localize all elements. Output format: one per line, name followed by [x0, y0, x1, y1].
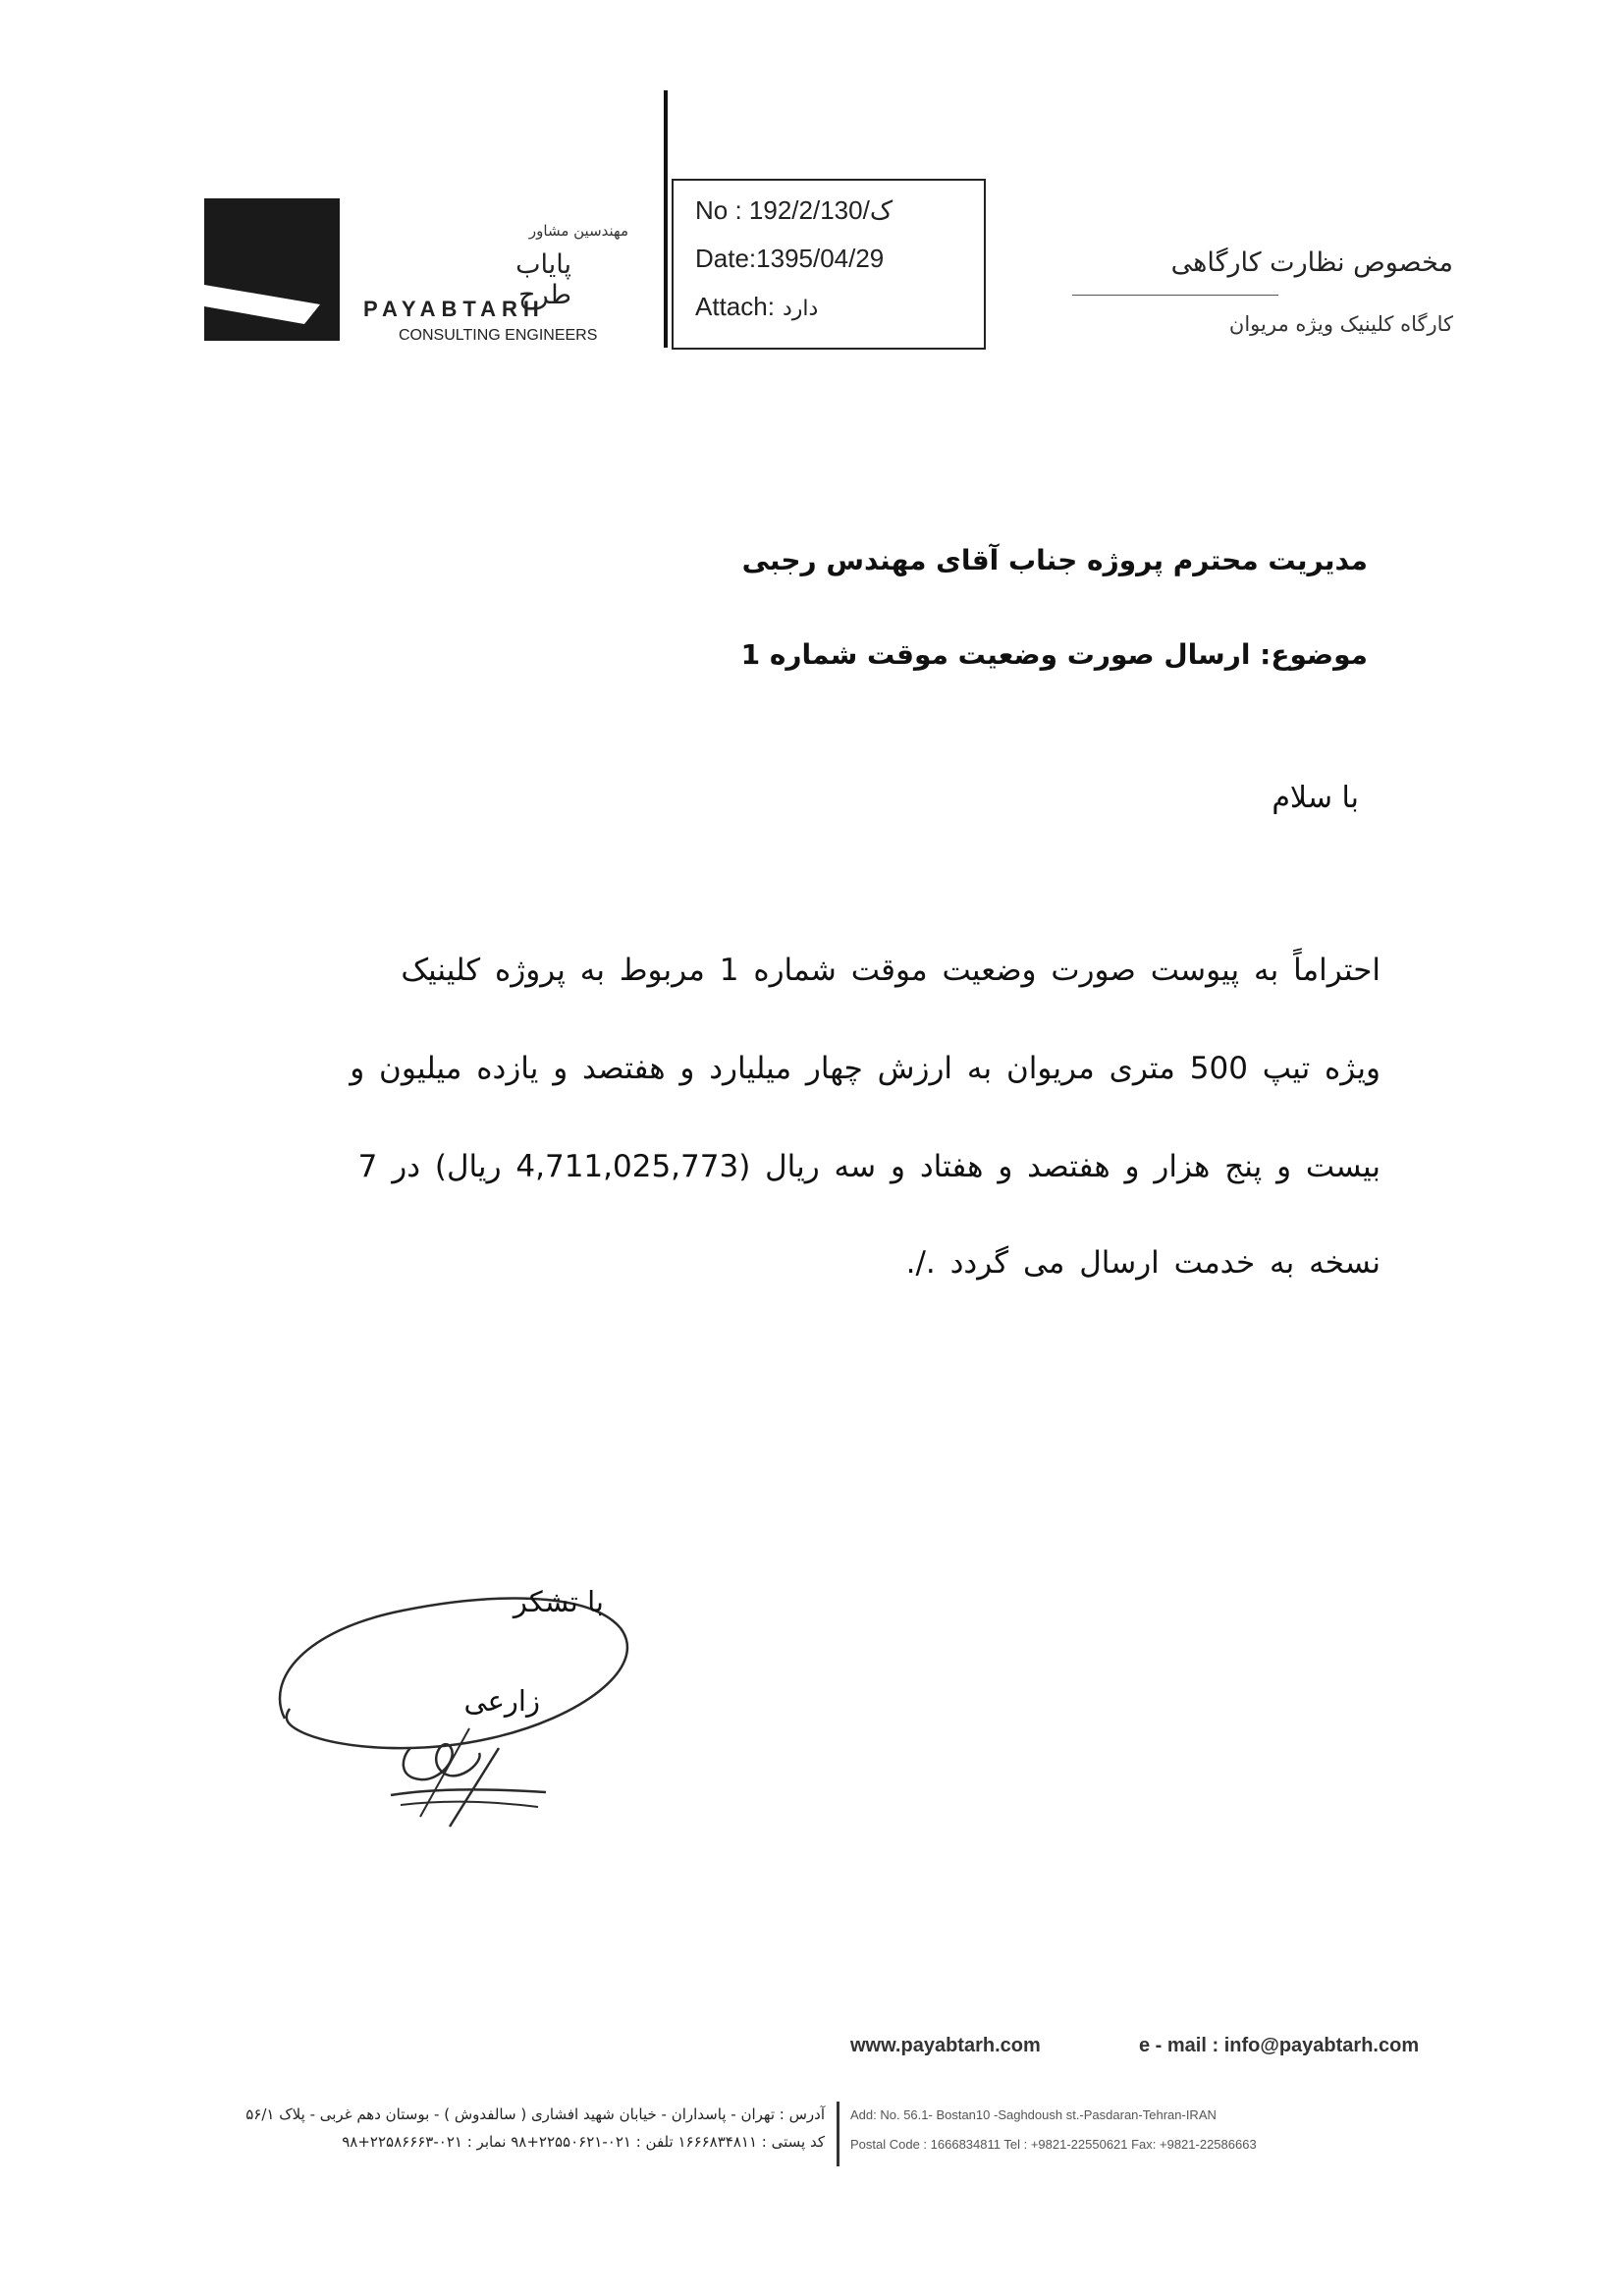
signer-name: زارعی — [463, 1684, 540, 1718]
footer-divider — [837, 2102, 839, 2166]
closing: با تشکر — [513, 1585, 604, 1618]
footer-address-en: Add: No. 56.1- Bostan10 -Saghdoush st.-Pasdaran-Tehran-IRAN — [850, 2107, 1217, 2122]
site-project-label: کارگاه کلینیک ویژه مریوان — [1228, 312, 1453, 336]
logo-stripe-icon — [204, 198, 340, 341]
body-line: ویژه تیپ 500 متری مریوان به ارزش چهار میلیارد و هفتصد و یازده میلیون و — [350, 1051, 1380, 1086]
body-line: بیست و پنج هزار و هفتصد و هفتاد و سه ریال (4,711,025,773 ریال) در 7 — [357, 1149, 1380, 1184]
attach-label: Attach: — [695, 292, 775, 321]
footer-address-fa: آدرس : تهران - پاسداران - خیابان شهید افشاری ( سالفدوش ) - بوستان دهم غربی - پلاک ۵۶/۱ — [245, 2105, 825, 2123]
reference-box — [672, 179, 986, 350]
logo-en-name: PAYABTARH — [363, 297, 545, 321]
reference-attach — [695, 292, 818, 322]
subject: موضوع: ارسال صورت وضعیت موقت شماره 1 — [740, 638, 1368, 671]
reference-number: No : 192/2/ک/130 — [695, 195, 893, 225]
reference-date: Date:1395/04/29 — [695, 244, 885, 273]
logo-fa-subtitle: مهندسین مشاور — [528, 222, 628, 240]
greeting: با سلام — [1272, 781, 1359, 815]
footer-website: www.payabtarh.com — [850, 2035, 1041, 2056]
header-divider — [664, 90, 668, 348]
footer-email: e - mail : info@payabtarh.com — [1139, 2035, 1420, 2056]
footer-contact-en: Postal Code : 1666834811 Tel : +9821-22550621 Fax: +9821-22586663 — [850, 2137, 1257, 2152]
site-supervision-label: مخصوص نظارت کارگاهی — [1170, 247, 1453, 278]
attach-value: دارد — [782, 297, 819, 321]
recipient: مدیریت محترم پروژه جناب آقای مهندس رجبی — [741, 544, 1368, 576]
logo-fa-name: پایاب طرح — [515, 249, 571, 310]
logo-en-subtitle: CONSULTING ENGINEERS — [399, 327, 598, 344]
footer-contact-fa: کد پستی : ۱۶۶۶۸۳۴۸۱۱ تلفن : ۰۲۱-۲۲۵۵۰۶۲۱+۹۸ نمابر : ۰۲۱-۲۲۵۸۶۶۶۳+۹۸ — [342, 2133, 825, 2151]
company-logo-mark — [204, 198, 340, 341]
site-underline — [1072, 295, 1278, 296]
body-line: نسخه به خدمت ارسال می گردد ./. — [905, 1245, 1380, 1281]
body-line: احتراماً به پیوست صورت وضعیت موقت شماره 1 مربوط به پروژه کلینیک — [401, 953, 1380, 988]
signature-icon — [381, 1709, 558, 1836]
